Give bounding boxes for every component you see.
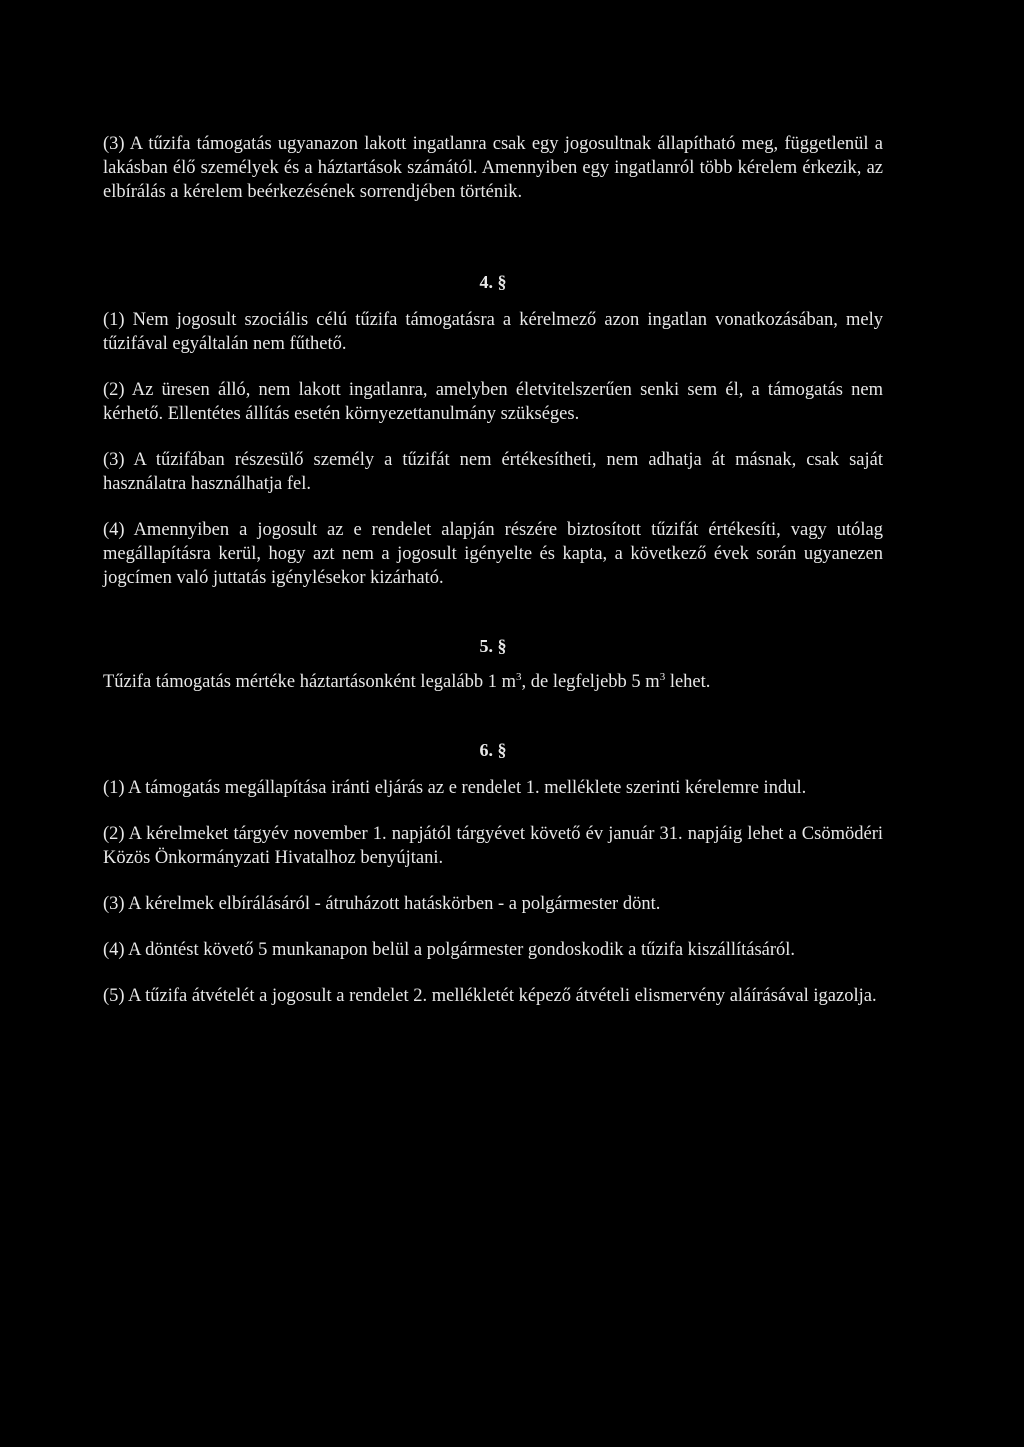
cubic-superscript-2: 3 bbox=[659, 670, 666, 683]
section-4-heading: 4. § bbox=[479, 272, 507, 292]
section-6-paragraph-1: (1) A támogatás megállapítása iránti eljárás az e rendelet 1. melléklete szerinti kérelemre indul. bbox=[103, 778, 807, 798]
section-5-text-b: , de legfeljebb 5 m bbox=[521, 672, 660, 692]
section-5-paragraph-1 bbox=[103, 670, 883, 694]
section-6-paragraph-3: (3) A kérelmek elbírálásáról - átruházott hatáskörben - a polgármester dönt. bbox=[103, 894, 661, 914]
section-6-paragraph-2: (2) A kérelmeket tárgyév november 1. napjától tárgyévet követő év január 31. napjáig lehet a Csömödéri Közös Önkormányzati Hivatalhoz benyújtani. bbox=[103, 824, 883, 868]
section-5-text-c: lehet. bbox=[665, 672, 711, 692]
section-3-paragraph-3: (3) A tűzifa támogatás ugyanazon lakott ingatlanra csak egy jogosultnak állapítható meg, függetlenül a lakásban élő személyek és a háztartások számától. Amennyiben egy ingatlanról több kérelem érkezik, az elbírálás a kérelem beérkezésének sorrendjében történik. bbox=[103, 134, 883, 202]
section-6-paragraph-4: (4) A döntést követő 5 munkanapon belül a polgármester gondoskodik a tűzifa kiszállításáról. bbox=[103, 940, 796, 960]
section-5-heading: 5. § bbox=[479, 636, 507, 656]
section-6-heading: 6. § bbox=[479, 740, 507, 760]
cubic-superscript-1: 3 bbox=[516, 670, 522, 683]
section-4-paragraph-4: (4) Amennyiben a jogosult az e rendelet alapján részére biztosított tűzifát értékesíti, vagy utólag megállapításra kerül, hogy azt nem a jogosult igényelte és kapta, a következő évek során ugyanezen jogcímen való juttatás igénylésekor kizárható. bbox=[103, 520, 883, 588]
document-body bbox=[103, 132, 883, 1008]
section-6-paragraph-5: (5) A tűzifa átvételét a jogosult a rendelet 2. mellékletét képező átvételi elismervény aláírásával igazolja. bbox=[103, 986, 877, 1006]
section-4-paragraph-1: (1) Nem jogosult szociális célú tűzifa támogatásra a kérelmező azon ingatlan vonatkozásában, mely tűzifával egyáltalán nem fűthető. bbox=[103, 310, 883, 354]
section-4-paragraph-3: (3) A tűzifában részesülő személy a tűzifát nem értékesítheti, nem adhatja át másnak, csak saját használatra használhatja fel. bbox=[103, 450, 883, 494]
section-4-paragraph-2: (2) Az üresen álló, nem lakott ingatlanra, amelyben életvitelszerűen senki sem él, a támogatás nem kérhető. Ellentétes állítás esetén környezettanulmány szükséges. bbox=[103, 380, 883, 424]
section-5-text-a: Tűzifa támogatás mértéke háztartásonként legalább 1 m bbox=[103, 672, 516, 692]
